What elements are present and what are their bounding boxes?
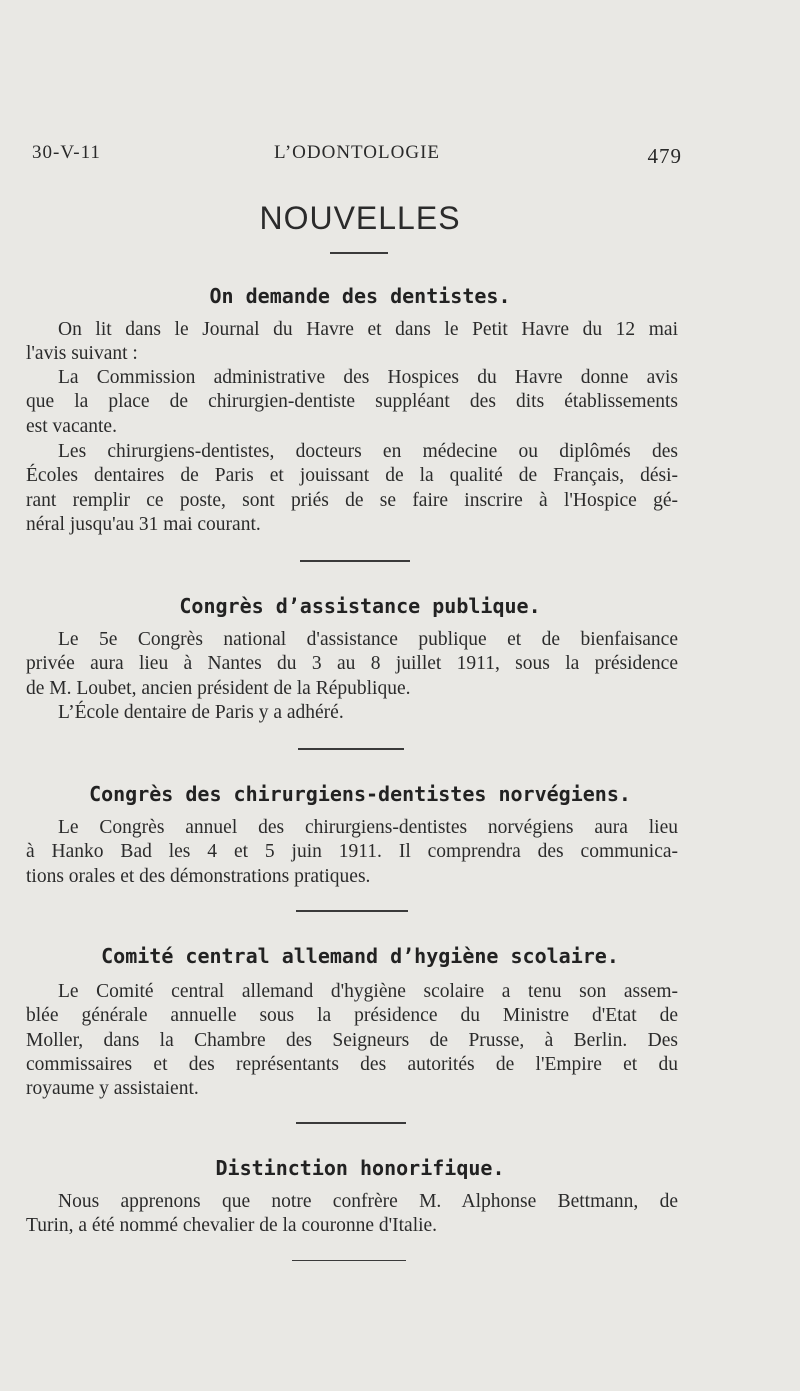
section-heading: Congrès des chirurgiens-dentistes norvégiens. — [89, 782, 631, 806]
text-line: Nous apprenons que notre confrère M. Alphonse Bettmann, de — [58, 1191, 678, 1212]
section-heading: On demande des dentistes. — [209, 284, 511, 308]
header-date: 30-V-11 — [32, 142, 101, 163]
paragraph — [26, 816, 678, 889]
text-line: néral jusqu'au 31 mai courant. — [26, 513, 261, 535]
text-line: Les chirurgiens-dentistes, docteurs en médecine ou diplômés des — [58, 441, 678, 462]
title-rule — [330, 252, 388, 254]
text-line: Le Congrès annuel des chirurgiens-dentistes norvégiens aura lieu — [58, 817, 678, 838]
section-heading: Distinction honorifique. — [215, 1156, 505, 1180]
text-line: est vacante. — [26, 415, 117, 437]
text-line: Le 5e Congrès national d'assistance publique et de bienfaisance — [58, 629, 678, 650]
journal-title: L’ODONTOLOGIE — [273, 142, 441, 163]
text-line: l'avis suivant : — [26, 343, 138, 365]
text-line: Turin, a été nommé chevalier de la couronne d'Italie. — [26, 1215, 438, 1237]
page-title: NOUVELLES — [259, 200, 461, 236]
text-line: tions orales et des démonstrations pratiques. — [26, 865, 371, 887]
paragraph — [26, 318, 678, 367]
paragraph — [26, 1190, 678, 1239]
text-line: commissaires et des représentants des autorités de l'Empire et du — [26, 1053, 678, 1075]
text-line: La Commission administrative des Hospices du Havre donne avis — [58, 367, 678, 388]
text-line: à Hanko Bad les 4 et 5 juin 1911. Il comprendra des communica- — [26, 841, 678, 863]
page-number: 479 — [647, 144, 682, 168]
paragraph — [26, 366, 678, 439]
section-divider — [296, 1122, 406, 1124]
text-line: On lit dans le Journal du Havre et dans le Petit Havre du 12 mai — [58, 319, 678, 340]
text-line: privée aura lieu à Nantes du 3 au 8 juillet 1911, sous la présidence — [26, 653, 678, 675]
text-line: de M. Loubet, ancien président de la République. — [26, 677, 411, 699]
section-divider — [292, 1260, 406, 1261]
text-line: rant remplir ce poste, sont priés de se faire inscrire à l'Hospice gé- — [26, 489, 678, 511]
section-heading: Congrès d’assistance publique. — [179, 594, 541, 618]
section-divider — [298, 748, 404, 750]
text-line: Écoles dentaires de Paris et jouissant de la qualité de Français, dési- — [26, 465, 678, 487]
text-line: Moller, dans la Chambre des Seigneurs de Prusse, à Berlin. Des — [26, 1029, 678, 1051]
text-line: blée générale annuelle sous la présidence du Ministre d'Etat de — [26, 1005, 678, 1027]
paragraph — [26, 440, 678, 537]
text-line: que la place de chirurgien-dentiste suppléant des dits établissements — [26, 391, 678, 413]
section-heading: Comité central allemand d’hygiène scolaire. — [101, 944, 619, 968]
paragraph — [26, 980, 678, 1101]
text-line: royaume y assistaient. — [26, 1078, 199, 1100]
text-line: Le Comité central allemand d'hygiène scolaire a tenu son assem- — [58, 981, 678, 1002]
paragraph — [26, 628, 678, 701]
paragraph — [26, 701, 678, 725]
section-divider — [300, 560, 410, 562]
text-line: L’École dentaire de Paris y a adhéré. — [58, 702, 344, 723]
section-divider — [296, 910, 408, 912]
